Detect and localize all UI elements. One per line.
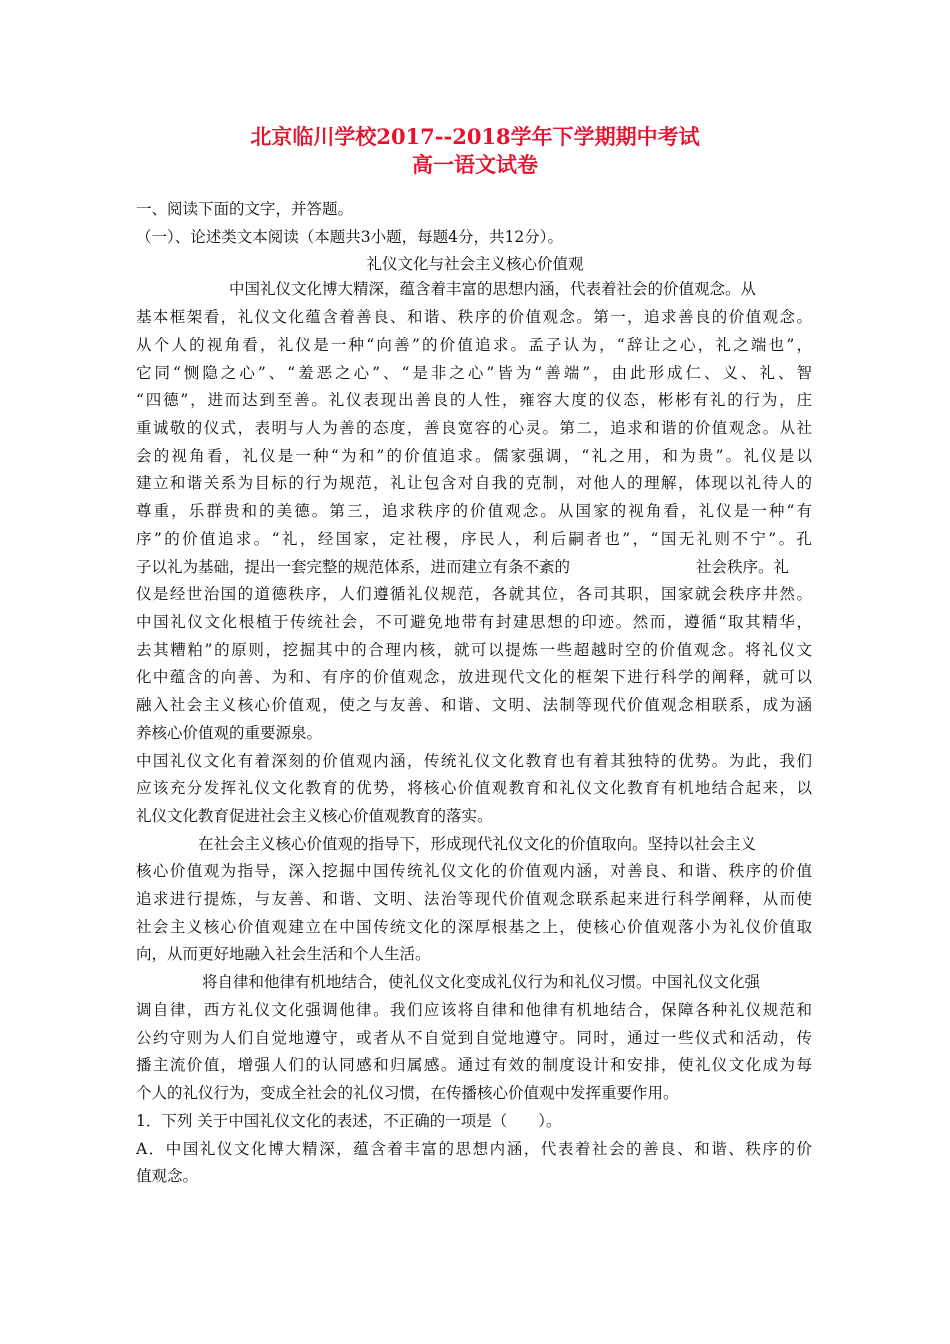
paragraph-line: 在社会主义核心价值观的指导下，形成现代礼仪文化的价值取向。坚持以社会主义 bbox=[198, 835, 757, 853]
paragraph-line: 核心价值观为指导，深入挖掘中国传统礼仪文化的价值观内涵，对善良、和谐、秩序的价值 bbox=[136, 862, 812, 880]
paragraph-line: 融入社会主义核心价值观，使之与友善、和谐、文明、法制等现代价值观念相联系，成为涵 bbox=[136, 696, 812, 714]
paragraph-line: 调自律，西方礼仪文化强调他律。我们应该将自律和他律有机地结合，保障各种礼仪规范和 bbox=[136, 1001, 812, 1019]
paragraph-line: 仪是经世治国的道德秩序，人们遵循礼仪规范，各就其位，各司其职，国家就会秩序井然。 bbox=[136, 585, 812, 603]
paragraph-line: 它同“恻隐之心”、“羞恶之心”、“是非之心”皆为“善端”，由此形成仁、义、礼、智 bbox=[136, 364, 812, 382]
question-1-option-a-cont: 值观念。 bbox=[136, 1167, 199, 1185]
paragraph-line: 从个人的视角看，礼仪是一种“向善”的价值追求。孟子认为，“辞让之心，礼之端也”， bbox=[136, 336, 812, 354]
paragraph-line: 追求进行提炼，与友善、和谐、文明、法治等现代价值观念联系起来进行科学阐释，从而使 bbox=[136, 890, 812, 908]
paragraph-line: 播主流价值，增强人们的认同感和归属感。通过有效的制度设计和安排，使礼仪文化成为每 bbox=[136, 1056, 812, 1074]
paragraph-line: 化中蕴含的向善、为和、有序的价值观念，放进现代文化的框架下进行科学的阐释，就可以 bbox=[136, 668, 812, 686]
paragraph-line: 去其糟粕”的原则，挖掘其中的合理内核，就可以提炼一些超越时空的价值观念。将礼仪文 bbox=[136, 641, 812, 659]
paragraph-line: 中国礼仪文化有着深刻的价值观内涵，传统礼仪文化教育也有着其独特的优势。为此，我们 bbox=[136, 752, 812, 770]
exam-subtitle: 高一语文试卷 bbox=[412, 152, 538, 177]
question-1-option-a: A．中国礼仪文化博大精深，蕴含着丰富的思想内涵，代表着社会的善良、和谐、秩序的价 bbox=[136, 1140, 812, 1158]
paragraph-line: 将自律和他律有机地结合，使礼仪文化变成礼仪行为和礼仪习惯。中国礼仪文化强 bbox=[202, 973, 761, 991]
paragraph-line: 中国礼仪文化博大精深，蕴含着丰富的思想内涵，代表着社会的价值观念。从 bbox=[229, 280, 757, 298]
paragraph-line: 向，从而更好地融入社会生活和个人生活。 bbox=[136, 945, 431, 963]
section-heading: 一、阅读下面的文字，并答题。 bbox=[136, 200, 354, 218]
paragraph-line: 公约守则为人们自觉地遵守，或者从不自觉到自觉地遵守。同时，通过一些仪式和活动，传 bbox=[136, 1029, 812, 1047]
paragraph-line: “四德”，进而达到至善。礼仪表现出善良的人性，雍容大度的仪态，彬彬有礼的行为，庄 bbox=[136, 391, 812, 409]
section-subheading: （一）、论述类文本阅读（本题共3小题，每题4分，共12分）。 bbox=[136, 228, 563, 246]
paragraph-line: 中国礼仪文化根植于传统社会，不可避免地带有封建思想的印迹。然而，遵循“取其精华， bbox=[136, 613, 812, 631]
paragraph-line: 养核心价值观的重要源泉。 bbox=[136, 724, 323, 742]
paragraph-line: 基本框架看，礼仪文化蕴含着善良、和谐、秩序的价值观念。第一，追求善良的价值观念。 bbox=[136, 308, 812, 326]
paragraph-line: 个人的礼仪行为，变成全社会的礼仪习惯，在传播核心价值观中发挥重要作用。 bbox=[136, 1084, 679, 1102]
exam-title: 北京临川学校2017--2018学年下学期期中考试 bbox=[250, 124, 700, 149]
paragraph-line-tail: 社会秩序。礼 bbox=[696, 558, 790, 576]
paragraph-line: 子以礼为基础，提出一套完整的规范体系，进而建立有条不紊的 bbox=[136, 558, 571, 576]
paragraph-line: 应该充分发挥礼仪文化教育的优势，将核心价值观教育和礼仪文化教育有机地结合起来，以 bbox=[136, 779, 812, 797]
article-title: 礼仪文化与社会主义核心价值观 bbox=[366, 255, 584, 273]
paragraph-line: 序”的价值追求。“礼，经国家，定社稷，序民人，利后嗣者也”，“国无礼则不宁”。孔 bbox=[136, 530, 812, 548]
question-1-stem: 1．下列 关于中国礼仪文化的表述，不正确的一项是（ ）。 bbox=[136, 1112, 562, 1130]
paragraph-line: 建立和谐关系为目标的行为规范，礼让包含对自我的克制，对他人的理解，体现以礼待人的 bbox=[136, 474, 812, 492]
paragraph-line: 社会主义核心价值观建立在中国传统文化的深厚根基之上，使核心价值观落小为礼仪价值取 bbox=[136, 918, 812, 936]
paragraph-line: 会的视角看，礼仪是一种“为和”的价值追求。儒家强调，“礼之用，和为贵”。礼仪是以 bbox=[136, 447, 812, 465]
paragraph-line: 尊重，乐群贵和的美德。第三，追求秩序的价值观念。从国家的视角看，礼仪是一种“有 bbox=[136, 502, 812, 520]
paragraph-line: 礼仪文化教育促进社会主义核心价值观教育的落实。 bbox=[136, 807, 493, 825]
paragraph-line: 重诚敬的仪式，表明与人为善的态度，善良宽容的心灵。第二，追求和谐的价值观念。从社 bbox=[136, 419, 812, 437]
